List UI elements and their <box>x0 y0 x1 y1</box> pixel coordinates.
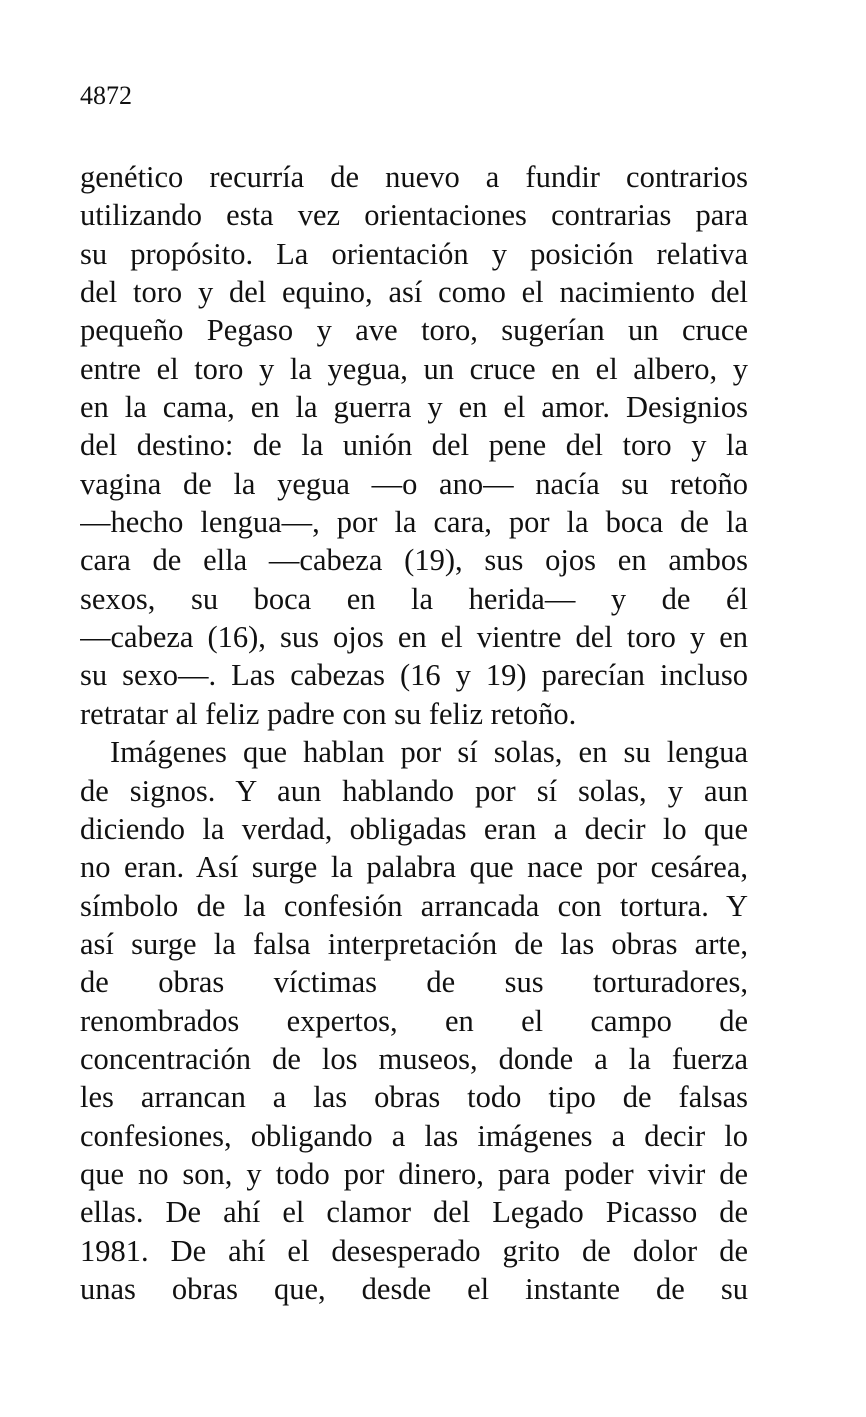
text-line: 1981. De ahí el desesperado grito de dolor de <box>80 1233 748 1268</box>
paragraph-end-line: retratar al feliz padre con su feliz retoño. <box>80 696 577 731</box>
text-line: confesiones, obligando a las imágenes a decir lo <box>80 1118 748 1153</box>
text-line: del toro y del equino, así como el nacimiento del <box>80 275 748 310</box>
text-line: de signos. Y aun hablando por sí solas, y aun <box>80 773 748 808</box>
text-line: utilizando esta vez orientaciones contrarias para <box>80 198 748 233</box>
text-line: pequeño Pegaso y ave toro, sugerían un cruce <box>80 313 748 348</box>
text-line: no eran. Así surge la palabra que nace por cesárea, <box>80 850 748 885</box>
text-line: vagina de la yegua —o ano— nacía su retoño <box>80 466 748 501</box>
text-line: genético recurría de nuevo a fundir contrarios <box>80 160 748 194</box>
text-line: su sexo—. Las cabezas (16 y 19) parecían incluso <box>80 658 748 693</box>
text-line: les arrancan a las obras todo tipo de falsas <box>80 1080 748 1115</box>
text-line: diciendo la verdad, obligadas eran a decir lo que <box>80 811 748 846</box>
text-line: entre el toro y la yegua, un cruce en el albero, y <box>80 351 748 386</box>
text-line: —hecho lengua—, por la cara, por la boca de la <box>80 505 748 540</box>
text-line: símbolo de la confesión arrancada con tortura. Y <box>80 888 748 923</box>
text-line: cara de ella —cabeza (19), sus ojos en ambos <box>80 543 748 578</box>
text-line: renombrados expertos, en el campo de <box>80 1003 748 1038</box>
text-line: sexos, su boca en la herida— y de él <box>80 581 748 616</box>
text-line: unas obras que, desde el instante de su <box>80 1271 748 1306</box>
paragraph-start-line: Imágenes que hablan por sí solas, en su lengua <box>110 735 748 770</box>
text-line: —cabeza (16), sus ojos en el vientre del toro y en <box>80 620 748 655</box>
text-line: ellas. De ahí el clamor del Legado Picasso de <box>80 1195 748 1230</box>
body-text <box>80 158 748 1308</box>
text-line: su propósito. La orientación y posición relativa <box>80 236 748 271</box>
text-line: en la cama, en la guerra y en el amor. Designios <box>80 390 748 425</box>
text-line: concentración de los museos, donde a la fuerza <box>80 1041 748 1076</box>
page-number: 4872 <box>80 81 132 110</box>
text-line: de obras víctimas de sus torturadores, <box>80 965 748 1000</box>
text-line: así surge la falsa interpretación de las obras arte, <box>80 926 748 961</box>
text-line: que no son, y todo por dinero, para poder vivir de <box>80 1156 748 1191</box>
text-line: del destino: de la unión del pene del toro y la <box>80 428 748 463</box>
